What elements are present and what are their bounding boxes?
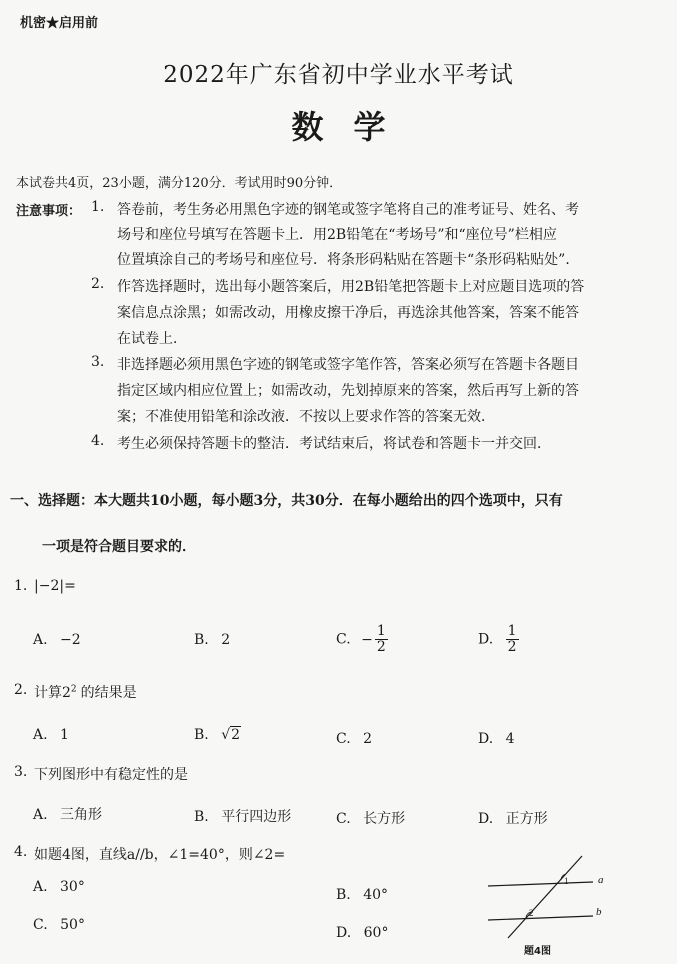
q4-option-c-value: 50° bbox=[60, 917, 85, 933]
q1-option-a-label: A. bbox=[33, 632, 48, 648]
confidential-mark: 机密★启用前 bbox=[20, 16, 99, 31]
q2-option-b bbox=[194, 727, 241, 743]
q2-option-d-value: 4 bbox=[505, 731, 515, 747]
q3-option-d-label: D. bbox=[478, 811, 494, 827]
q1-option-a bbox=[33, 632, 81, 648]
q4-figure-caption: 题4图 bbox=[524, 946, 551, 957]
q2-stem-post: 的结果是 bbox=[80, 685, 137, 701]
q2-option-a bbox=[33, 727, 69, 743]
section-1-heading: 一、选择题：本大题共10小题，每小题3分，共30分．在每小题给出的四个选项中，只有 bbox=[10, 493, 563, 509]
q1-option-c bbox=[336, 624, 388, 655]
notice-3-line-1: 非选择题必须用黑色字迹的钢笔或签字笔作答，答案必须写在答题卡各题目 bbox=[117, 357, 579, 373]
notice-3-num: 3. bbox=[91, 354, 105, 370]
q4-option-c-label: C. bbox=[33, 917, 48, 933]
q1-number: 1. bbox=[14, 578, 28, 594]
q1-option-b bbox=[194, 632, 230, 648]
q1-option-c-numerator: 1 bbox=[376, 623, 386, 639]
notice-4-line-1: 考生必须保持答题卡的整洁．考试结束后，将试卷和答题卡一并交回． bbox=[117, 436, 551, 452]
q3-option-b-value: 平行四边形 bbox=[221, 809, 292, 825]
q2-option-c-value: 2 bbox=[363, 731, 373, 747]
q3-option-a bbox=[33, 804, 102, 824]
q4-figure-line-a bbox=[488, 882, 593, 886]
q2-option-a-label: A. bbox=[33, 727, 48, 743]
q4-option-b-value: 40° bbox=[363, 887, 389, 903]
q4-figure-label-b: b bbox=[596, 906, 602, 918]
q4-figure-line-b bbox=[488, 916, 593, 920]
notice-2-line-3: 在试卷上． bbox=[117, 331, 187, 347]
q3-stem: 下列图形中有稳定性的是 bbox=[34, 767, 188, 783]
notice-4-num: 4. bbox=[91, 433, 105, 449]
notice-label: 注意事项： bbox=[16, 204, 82, 219]
q2-option-b-radical-sign: √ bbox=[221, 727, 231, 743]
q4-option-b-label: B. bbox=[336, 887, 351, 903]
q1-option-d bbox=[478, 624, 519, 655]
q4-figure bbox=[478, 852, 618, 964]
q4-figure-label-a: a bbox=[598, 874, 604, 886]
notice-3-line-2: 指定区域内相应位置上；如需改动，先划掉原来的答案，然后再写上新的答 bbox=[117, 383, 579, 399]
q1-option-d-fraction bbox=[506, 624, 519, 655]
q3-option-d-value: 正方形 bbox=[505, 811, 548, 827]
q3-option-b bbox=[194, 806, 291, 826]
q4-figure-angle-2: 2 bbox=[529, 908, 534, 918]
q1-option-c-fraction bbox=[375, 624, 388, 655]
q1-option-d-label: D. bbox=[478, 631, 494, 648]
notice-3-line-3: 案；不准使用铅笔和涂改液．不按以上要求作答的答案无效． bbox=[117, 409, 495, 425]
q4-figure-transversal bbox=[508, 856, 582, 938]
q1-option-d-numerator: 1 bbox=[507, 623, 517, 639]
q2-stem-exponent: 2 bbox=[70, 684, 77, 695]
q3-option-a-value: 三角形 bbox=[60, 807, 103, 823]
q2-option-c bbox=[336, 731, 372, 747]
q4-figure-angle-1: 1 bbox=[564, 876, 569, 886]
section-1-heading-cont: 一项是符合题目要求的． bbox=[42, 539, 196, 555]
notice-1-num: 1. bbox=[91, 199, 105, 215]
q2-stem bbox=[34, 682, 137, 702]
q2-option-b-value bbox=[221, 727, 241, 743]
q4-number: 4. bbox=[14, 844, 28, 860]
notice-2-num: 2. bbox=[91, 276, 105, 292]
q1-option-c-label: C. bbox=[336, 631, 351, 648]
q4-option-d-value: 60° bbox=[363, 925, 389, 941]
notice-2-line-2: 案信息点涂黑；如需改动，用橡皮擦干净后，再选涂其他答案，答案不能答 bbox=[117, 305, 579, 321]
q2-option-c-label: C. bbox=[336, 731, 351, 747]
q1-option-c-denominator: 2 bbox=[376, 639, 386, 655]
notice-1-line-1: 答卷前，考生务必用黑色字迹的钢笔或签字笔将自己的准考证号、姓名、考 bbox=[117, 202, 579, 218]
q2-stem-pre: 计算2 bbox=[34, 685, 71, 701]
q2-number: 2. bbox=[14, 682, 28, 698]
q3-option-c-value: 长方形 bbox=[363, 811, 406, 827]
q1-option-b-value: 2 bbox=[221, 632, 231, 648]
notice-1-line-3: 位置填涂自己的考场号和座位号．将条形码粘贴在答题卡“条形码粘贴处”． bbox=[117, 252, 580, 268]
subject-title: 数学 bbox=[291, 108, 416, 146]
exam-summary: 本试卷共4页，23小题，满分120分．考试用时90分钟． bbox=[16, 176, 343, 191]
q2-option-a-value: 1 bbox=[60, 727, 69, 743]
notice-1-line-2: 场号和座位号填写在答题卡上．用2B铅笔在“考场号”和“座位号”栏相应 bbox=[117, 227, 557, 243]
q4-option-b bbox=[336, 887, 388, 903]
q4-option-a-label: A. bbox=[33, 879, 48, 895]
q3-number: 3. bbox=[14, 764, 28, 780]
q4-option-a-value: 30° bbox=[60, 879, 85, 895]
q4-option-a bbox=[33, 879, 85, 895]
q2-option-b-label: B. bbox=[194, 727, 209, 743]
q3-option-d bbox=[478, 808, 548, 828]
exam-title: 2022年广东省初中学业水平考试 bbox=[163, 62, 514, 88]
q4-option-d bbox=[336, 925, 388, 941]
q2-option-d bbox=[478, 731, 515, 747]
q1-option-b-label: B. bbox=[194, 632, 209, 648]
q3-option-a-label: A. bbox=[33, 807, 48, 823]
q1-option-c-sign: − bbox=[361, 631, 373, 648]
q1-option-a-value: −2 bbox=[60, 632, 81, 648]
q3-option-c bbox=[336, 808, 405, 828]
q3-option-c-label: C. bbox=[336, 811, 351, 827]
q3-option-b-label: B. bbox=[194, 809, 209, 825]
q2-option-d-label: D. bbox=[478, 731, 494, 747]
q4-option-c bbox=[33, 917, 85, 933]
q1-stem: |−2|= bbox=[34, 578, 76, 594]
q1-option-d-denominator: 2 bbox=[507, 639, 517, 655]
q4-stem: 如题4图，直线a//b，∠1=40°，则∠2= bbox=[34, 847, 286, 863]
notice-2-line-1: 作答选择题时，选出每小题答案后，用2B铅笔把答题卡上对应题目选项的答 bbox=[117, 279, 585, 295]
q2-option-b-radicand: 2 bbox=[231, 727, 241, 743]
q4-option-d-label: D. bbox=[336, 925, 352, 941]
